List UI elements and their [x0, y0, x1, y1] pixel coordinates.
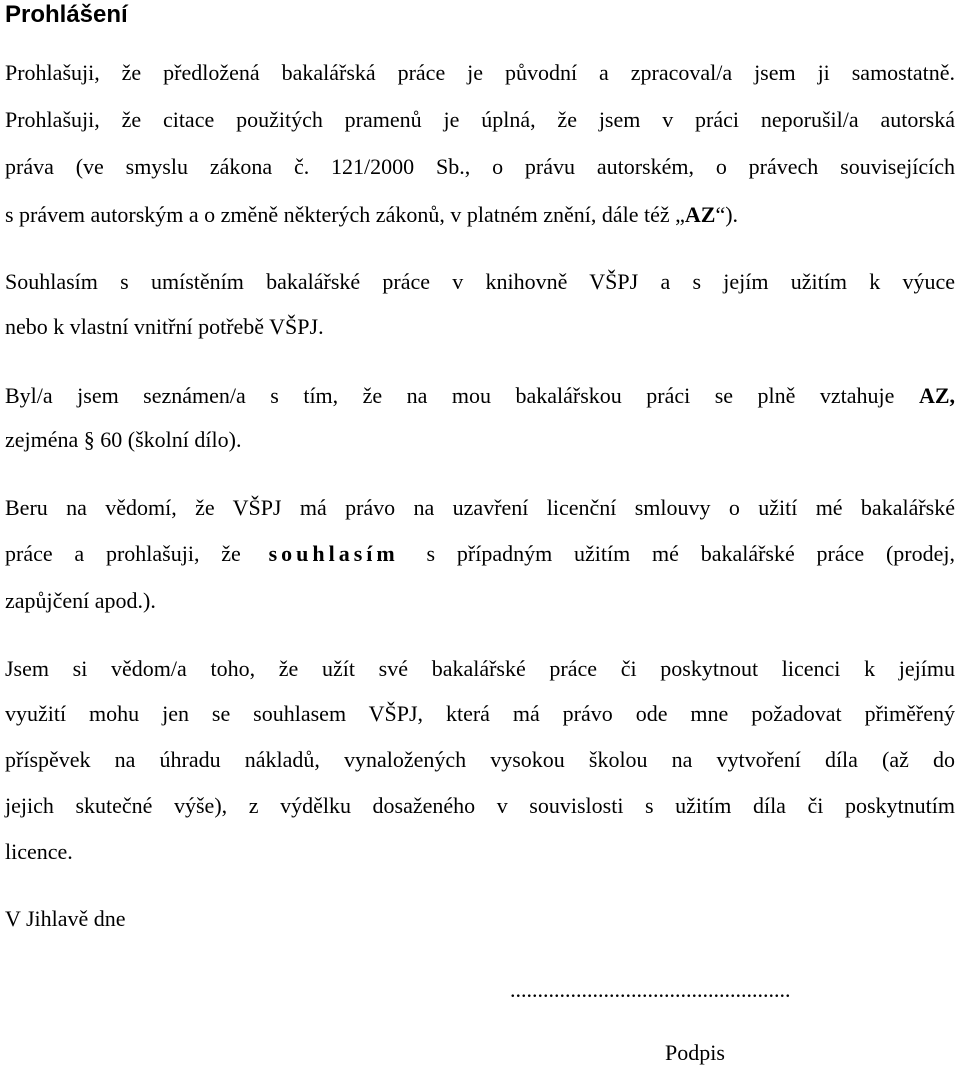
- paragraph-4-line-2-end: s případným užitím mé bakalářské práce (prodej,: [426, 541, 955, 566]
- consent-emphasis: souhlasím: [268, 541, 399, 566]
- paragraph-4-line-2-text: práce a prohlašuji, že: [5, 541, 241, 566]
- paragraph-1-line-2: Prohlašuji, že citace použitých pramenů je úplná, že jsem v práci neporušil/a autorská: [5, 107, 955, 132]
- paragraph-1-line-3: práva (ve smyslu zákona č. 121/2000 Sb., o právu autorském, o právech souvisejících: [5, 154, 955, 179]
- paragraph-2-line-1: Souhlasím s umístěním bakalářské práce v knihovně VŠPJ a s jejím užitím k výuce: [5, 269, 955, 294]
- paragraph-1-line-1: Prohlašuji, že předložená bakalářská práce je původní a zpracoval/a jsem ji samostatně.: [5, 60, 955, 85]
- paragraph-4-line-1: Beru na vědomí, že VŠPJ má právo na uzavření licenční smlouvy o užití mé bakalářské: [5, 495, 955, 520]
- paragraph-3-line-1-text: Byl/a jsem seznámen/a s tím, že na mou bakalářskou práci se plně vztahuje: [5, 383, 895, 408]
- paragraph-3-line-1: [5, 382, 955, 410]
- paragraph-1-line-4: [5, 201, 955, 229]
- paragraph-4-line-2: [5, 540, 955, 568]
- paragraph-3-line-2: zejména § 60 (školní dílo).: [5, 427, 242, 452]
- signature-line: ...................................................: [510, 977, 791, 1002]
- place-date-line: V Jihlavě dne: [5, 906, 126, 931]
- paragraph-5-line-5: licence.: [5, 839, 73, 864]
- paragraph-2-line-2: nebo k vlastní vnitřní potřebě VŠPJ.: [5, 314, 324, 339]
- paragraph-5-line-2: využití mohu jen se souhlasem VŠPJ, která má právo ode mne požadovat přiměřený: [5, 701, 955, 726]
- paragraph-5-line-1: Jsem si vědom/a toho, že užít své bakalářské práce či poskytnout licenci k jejímu: [5, 656, 955, 681]
- paragraph-1-line-4-end: “).: [715, 202, 739, 227]
- az-abbreviation: AZ: [684, 202, 716, 227]
- page-title: Prohlášení: [5, 1, 128, 28]
- paragraph-4-line-3: zapůjčení apod.).: [5, 588, 156, 613]
- paragraph-5-line-4: jejich skutečné výše), z výdělku dosaženého v souvislosti s užitím díla či poskytnutím: [5, 793, 955, 818]
- signature-label: Podpis: [665, 1040, 725, 1065]
- paragraph-1-line-4-text: s právem autorským a o změně některých zákonů, v platném znění, dále též „: [5, 202, 685, 227]
- paragraph-5-line-3: příspěvek na úhradu nákladů, vynaložených vysokou školou na vytvoření díla (až do: [5, 747, 955, 772]
- az-abbreviation: AZ,: [918, 383, 956, 408]
